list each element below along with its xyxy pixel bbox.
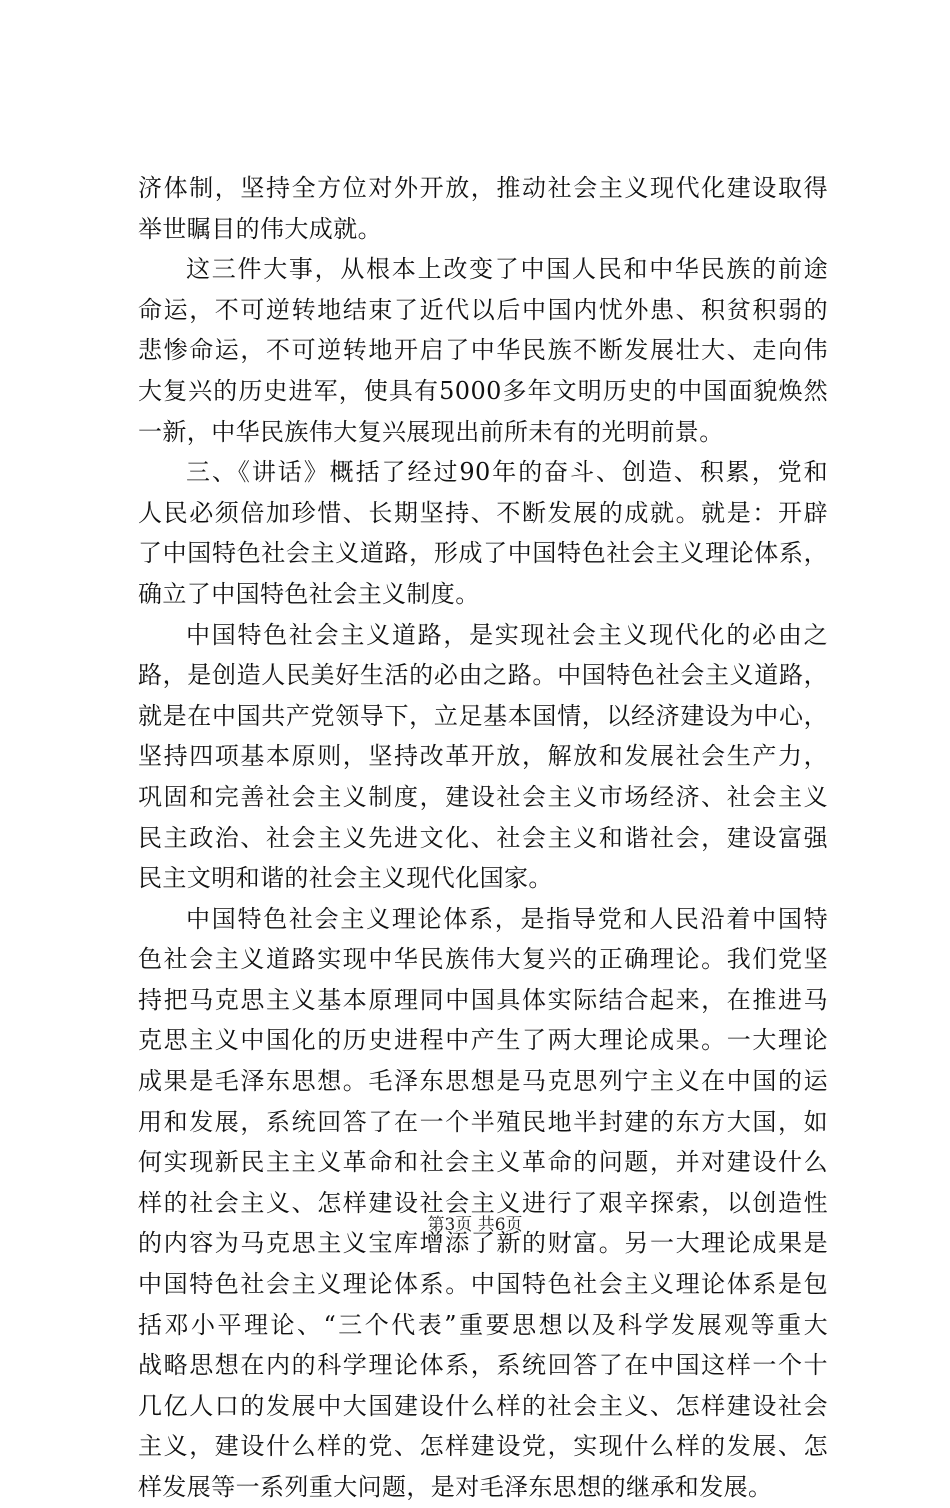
text-line: 路，是创造人民美好生活的必由之路。中国特色社会主义道路， [138,661,828,690]
text-line: 坚持四项基本原则，坚持改革开放，解放和发展社会生产力， [138,742,828,771]
text-line: 克思主义中国化的历史进程中产生了两大理论成果。一大理论 [138,1026,828,1055]
text-line: 就是在中国共产党领导下，立足基本国情，以经济建设为中心， [138,701,828,730]
text-line: 样的社会主义、怎样建设社会主义进行了艰辛探索，以创造性 [138,1188,828,1217]
text-line: 中国特色社会主义理论体系，是指导党和人民沿着中国特 [186,904,828,933]
text-line: 中国特色社会主义理论体系。中国特色社会主义理论体系是包 [138,1270,828,1299]
text-line: 确立了中国特色社会主义制度。 [138,579,480,608]
text-line: 这三件大事，从根本上改变了中国人民和中华民族的前途 [186,255,828,284]
text-line: 色社会主义道路实现中华民族伟大复兴的正确理论。我们党坚 [138,945,828,974]
text-line: 样发展等一系列重大问题，是对毛泽东思想的继承和发展。 [138,1473,773,1501]
text-line: 大复兴的历史进军，使具有5000多年文明历史的中国面貌焕然 [138,376,828,405]
text-line: 命运，不可逆转地结束了近代以后中国内忧外患、积贫积弱的 [138,295,828,324]
text-line: 一新，中华民族伟大复兴展现出前所未有的光明前景。 [138,417,724,446]
text-line: 了中国特色社会主义道路，形成了中国特色社会主义理论体系， [138,539,828,568]
body-text [138,168,828,1508]
text-line: 括邓小平理论、“三个代表”重要思想以及科学发展观等重大 [138,1310,828,1339]
text-line: 的内容为马克思主义宝库增添了新的财富。另一大理论成果是 [138,1229,828,1258]
text-line: 中国特色社会主义道路，是实现社会主义现代化的必由之 [186,620,828,649]
text-line: 悲惨命运，不可逆转地开启了中华民族不断发展壮大、走向伟 [138,336,828,365]
text-line: 何实现新民主主义革命和社会主义革命的问题，并对建设什么 [138,1148,828,1177]
text-line: 成果是毛泽东思想。毛泽东思想是马克思列宁主义在中国的运 [138,1067,828,1096]
text-line: 济体制，坚持全方位对外开放，推动社会主义现代化建设取得 [138,174,828,202]
page-number-footer: 第3页 共6页 [427,1215,523,1235]
text-line: 民主文明和谐的社会主义现代化国家。 [138,864,553,893]
text-line: 民主政治、社会主义先进文化、社会主义和谐社会，建设富强 [138,823,828,852]
text-line: 三、《讲话》概括了经过90年的奋斗、创造、积累，党和 [186,458,828,487]
text-line: 用和发展，系统回答了在一个半殖民地半封建的东方大国，如 [138,1107,828,1136]
text-line: 战略思想在内的科学理论体系，系统回答了在中国这样一个十 [138,1351,828,1380]
text-line: 持把马克思主义基本原理同中国具体实际结合起来，在推进马 [138,985,828,1014]
text-line: 人民必须倍加珍惜、长期坚持、不断发展的成就。就是：开辟 [138,498,828,527]
text-line: 几亿人口的发展中大国建设什么样的社会主义、怎样建设社会 [138,1391,828,1420]
text-line: 举世瞩目的伟大成就。 [138,214,382,243]
text-line: 巩固和完善社会主义制度，建设社会主义市场经济、社会主义 [138,782,828,811]
text-line: 主义，建设什么样的党、怎样建设党，实现什么样的发展、怎 [138,1432,828,1461]
